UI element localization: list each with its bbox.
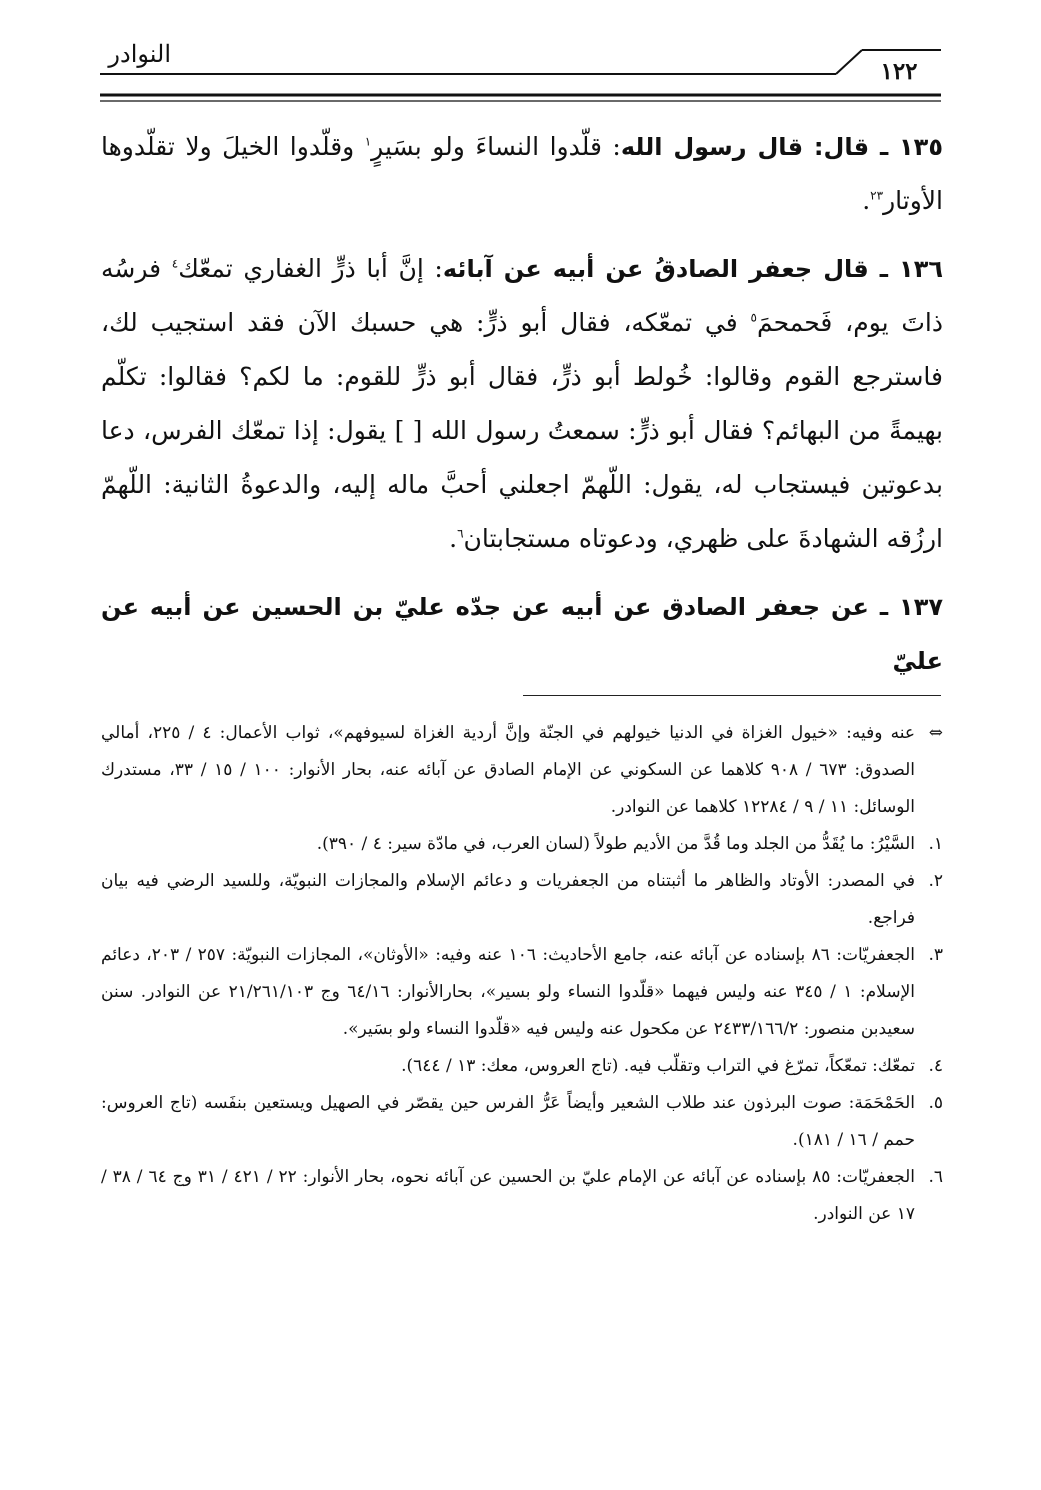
footnotes bbox=[101, 715, 943, 1233]
footnote-4 bbox=[101, 1048, 943, 1085]
footnote-number: ٢. bbox=[928, 871, 943, 891]
hadith-135-text-2: وقلّدوا الخيلَ ولا تقلّدوها الأوتار bbox=[101, 132, 943, 215]
hadith-136-heading: ١٣٦ ـ قال جعفر الصادقُ عن أبيه عن آبائه bbox=[442, 255, 943, 283]
hadith-137 bbox=[101, 580, 943, 688]
running-title: النوادر bbox=[108, 40, 171, 68]
footnote-separator bbox=[523, 695, 941, 696]
footnote-continuation-text: عنه وفيه: «خيول الغزاة في الدنيا خيولهم في الجنّة وإنَّ أردية الغزاة لسيوفهم»، ثواب الأعمال: ٤ / ٢٢٥، أمالي الصدوق: ٦٧٣ / ٩٠٨ كلاهما عن السكوني عن الإمام الصادق عن آبائه عنه، بحار الأنوار: ١٠٠ / ١٥ / ٣٣، مستدرك الوسائل: ١١ / ٩ / ١٢٢٨٤ كلاهما عن النوادر. bbox=[101, 723, 916, 817]
footnote-text: الجعفريّات: ٨٦ بإسناده عن آبائه عنه، جامع الأحاديث: ١٠٦ عنه وفيه: «الأوثان»، المجازات النبويّة: ٢٥٧ / ٢٠٣، دعائم الإسلام: ١ / ٣٤٥ عنه وليس فيهما «قلّدوا النساء ولو بسير»، بحارالأنوار: ٦٤/١٦ وج ٢١/٢٦١/١٠٣ عن النوادر. سنن سعيدبن منصور: ٢٤٣٣/١٦٦/٢ عن مكحول عنه وليس فيه «قلّدوا النساء ولو بسَير». bbox=[101, 945, 915, 1039]
footnote-2 bbox=[101, 863, 943, 937]
hadith-135 bbox=[101, 120, 943, 228]
footnote-ref-4: ٤ bbox=[171, 256, 179, 271]
footnote-text: تمعّك: تمعّكاً، تمرّغ في التراب وتقلّب فيه. (تاج العروس، معك: ١٣ / ٦٤٤). bbox=[401, 1056, 915, 1076]
continuation-arrow-icon: ⇔ bbox=[928, 723, 943, 743]
hadith-136-text-b: فرسُه ذاتَ يوم، فَحمحمَ bbox=[101, 254, 944, 337]
hadith-136 bbox=[101, 242, 943, 566]
footnote-number: ٦. bbox=[928, 1167, 943, 1187]
footnote-5 bbox=[101, 1085, 943, 1159]
footnote-ref-3: ٣ bbox=[876, 188, 884, 203]
footnote-3 bbox=[101, 937, 943, 1048]
footnote-number: ١. bbox=[928, 834, 943, 854]
hadith-136-text-a: : إنَّ أبا ذرٍّ الغفاري تمعّك bbox=[178, 254, 443, 283]
hadith-137-heading: ١٣٧ ـ عن جعفر الصادق عن أبيه عن جدّه عليّ بن الحسين عن أبيه عن عليّ bbox=[101, 593, 943, 675]
footnote-ref-5: ٥ bbox=[750, 310, 757, 325]
footnote-text: الحَمْحَمَة: صوت البرذون عند طلاب الشعير وأيضاً عَرُّ الفرس حين يقصّر في الصهيل ويستعين بنفَسه (تاج العروس: حمم / ١٦ / ١٨١). bbox=[101, 1093, 915, 1150]
footnote-ref-6: ٦ bbox=[457, 526, 464, 541]
footnote-ref-2: ٢ bbox=[870, 188, 877, 203]
hadith-136-text-c: في تمعّكه، فقال أبو ذرٍّ: هي حسبك الآن فقد استجيب لك، فاسترجع القوم وقالوا: خُولط أبو ذرٍّ، فقال أبو ذرٍّ للقوم: ما لكم؟ فقالوا: تكلّم بهيمةً من البهائم؟ فقال أبو ذرٍّ: سمعتُ رسول الله [ ] يقول: إذا تمعّك الفرس، دعا بدعوتين فيستجاب له، يقول: اللّهمّ اجعلني أحبَّ ماله إليه، والدعوةُ الثانية: اللّهمّ ارزُقه الشهادةَ على ظهري، ودعوتاه مستجابتان bbox=[101, 308, 943, 553]
hadith-135-heading: ١٣٥ ـ قال: قال رسول الله bbox=[620, 133, 943, 161]
footnote-text: السَّيْرُ: ما يُقَدُّ من الجلد وما قُدَّ من الأديم طولاً (لسان العرب، في مادّة سير: ٤ / ٣٩٠). bbox=[316, 834, 915, 854]
hadith-135-text: : قلّدوا النساءَ ولو بسَيرٍ bbox=[371, 132, 621, 161]
hadith-136-end: . bbox=[449, 524, 458, 553]
page-number: ١٢٢ bbox=[880, 58, 918, 85]
footnote-number: ٥. bbox=[928, 1093, 943, 1113]
footnote-1 bbox=[101, 826, 943, 863]
footnote-number: ٣. bbox=[928, 945, 943, 965]
footnote-number: ٤. bbox=[928, 1056, 943, 1076]
footnote-ref-1: ١ bbox=[364, 134, 372, 149]
main-text bbox=[101, 120, 943, 702]
footnote-6 bbox=[101, 1159, 943, 1233]
footnote-text: في المصدر: الأوتاد والظاهر ما أثبتناه من الجعفريات و دعائم الإسلام والمجازات النبويّة، وللسيد الرضي فيه بيان فراجع. bbox=[101, 871, 915, 928]
footnote-text: الجعفريّات: ٨٥ بإسناده عن آبائه عن الإمام عليّ بن الحسين عن آبائه نحوه، بحار الأنوار: ٢٢ / ٤٢١ / ٣١ وج ٦٤ / ٣٨ / ١٧ عن النوادر. bbox=[101, 1167, 915, 1224]
hadith-135-end: . bbox=[862, 186, 871, 215]
footnote-continuation bbox=[101, 715, 943, 826]
